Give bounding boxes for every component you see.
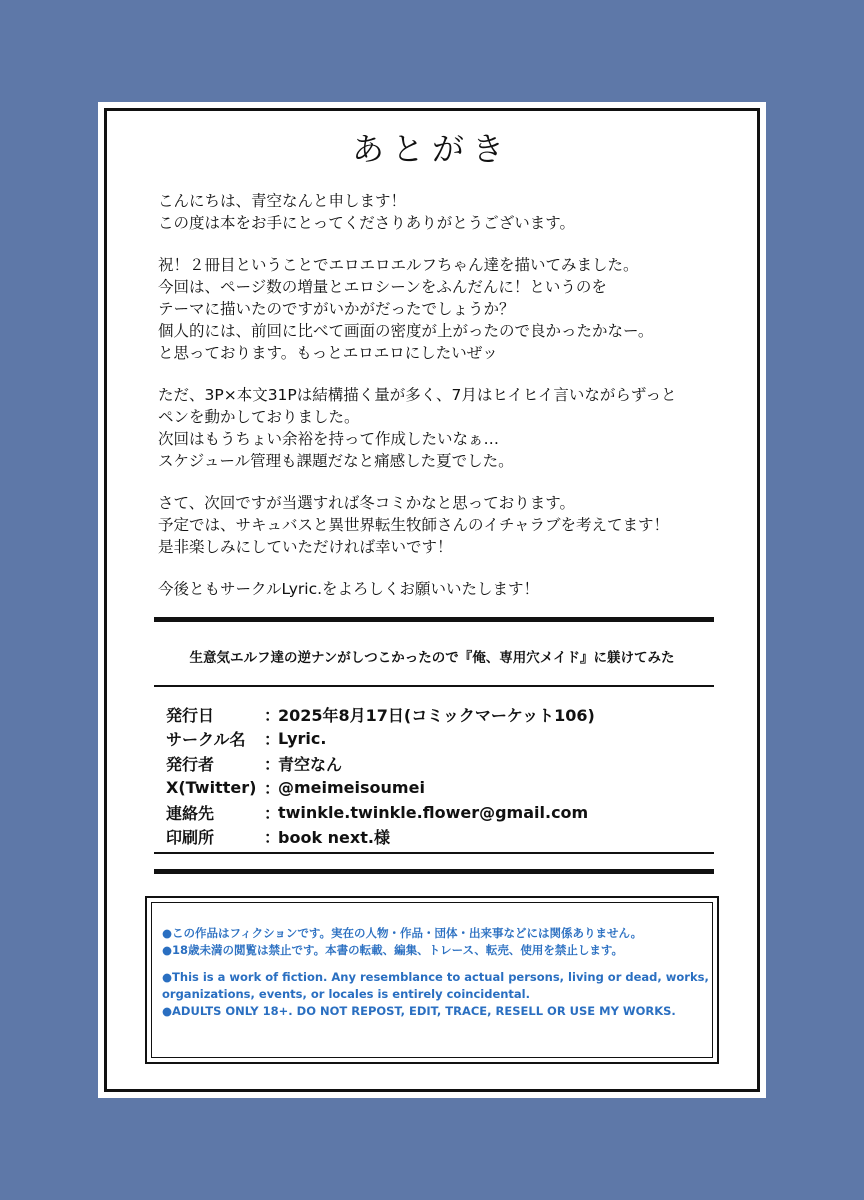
text-line: 今後ともサークルLyric.をよろしくお願いいたします！ <box>158 580 540 598</box>
paragraph-greeting <box>158 190 718 234</box>
paragraph-closing <box>158 578 718 600</box>
text-line: ペンを動かしておりました。 <box>158 408 360 426</box>
paragraph-celebration <box>158 254 718 364</box>
colophon-separator: ： <box>264 779 281 799</box>
text-line: と思っております。もっとエロエロにしたいぜッ <box>158 344 498 362</box>
colophon-label: 印刷所 <box>166 828 215 848</box>
notice-line: ●ADULTS ONLY 18+. DO NOT REPOST, EDIT, TRACE, RESELL OR USE MY WORKS. <box>162 1004 676 1018</box>
text-line: 予定では、サキュバスと異世界転生牧師さんのイチャラブを考えてます！ <box>158 516 670 534</box>
text-line: 是非楽しみにしていただければ幸いです！ <box>158 538 453 556</box>
colophon-separator: ： <box>264 828 281 848</box>
book-title: 生意気エルフ達の逆ナンがしつこかったので『俺、専用穴メイド』に躾けてみた <box>189 650 675 666</box>
colophon-row-date <box>166 702 686 727</box>
divider-thin <box>154 852 714 854</box>
colophon-row-contact <box>166 800 686 825</box>
colophon-value: twinkle.twinkle.flower@gmail.com <box>278 802 589 822</box>
notice-line: ●18歳未満の閲覧は禁止です。本書の転載、編集、トレース、転売、使用を禁止します。 <box>162 943 623 957</box>
colophon-value: 青空なん <box>278 754 343 774</box>
page-title: あとがき <box>351 130 512 168</box>
notice-inner <box>151 902 713 1058</box>
divider-thin <box>154 685 714 687</box>
colophon-label: 発行者 <box>166 754 215 774</box>
colophon-row-circle <box>166 727 686 752</box>
colophon-label: 連絡先 <box>166 803 215 823</box>
text-line: 個人的には、前回に比べて画面の密度が上がったので良かったかなー。 <box>158 322 654 340</box>
colophon-value: @meimeisoumei <box>278 778 425 798</box>
text-line: この度は本をお手にとってくださりありがとうございます。 <box>158 214 575 232</box>
colophon-row-printer <box>166 825 686 850</box>
notice-box <box>145 896 719 1064</box>
divider-thick <box>154 869 714 874</box>
paragraph-next-event <box>158 492 718 558</box>
text-line: 今回は、ページ数の増量とエロシーンをふんだんに！というのを <box>158 278 607 296</box>
colophon-value: 2025年8月17日(コミックマーケット106) <box>278 705 595 725</box>
afterword-page <box>98 102 766 1098</box>
notice-line: ●This is a work of fiction. Any resemblance to actual persons, living or dead, works, <box>162 970 709 984</box>
colophon-separator: ： <box>264 803 281 823</box>
notice-spacer <box>162 959 712 969</box>
divider-thick <box>154 617 714 622</box>
colophon-label: 発行日 <box>166 705 215 725</box>
colophon-value: book next.様 <box>278 828 390 848</box>
text-line: こんにちは、青空なんと申します！ <box>158 192 407 210</box>
colophon-value: Lyric. <box>278 729 327 749</box>
colophon-label: サークル名 <box>166 730 246 750</box>
colophon-separator: ： <box>264 754 281 774</box>
text-line: ただ、3P×本文31Pは結構描く量が多く、7月はヒイヒイ言いながらずっと <box>158 386 677 404</box>
text-line: 次回はもうちょい余裕を持って作成したいなぁ… <box>158 430 500 448</box>
text-line: 祝！２冊目ということでエロエロエルフちゃん達を描いてみました。 <box>158 256 639 274</box>
notice-line: ●この作品はフィクションです。実在の人物・作品・団体・出来事などには関係ありません。 <box>162 926 643 940</box>
colophon-separator: ： <box>264 705 281 725</box>
paragraph-production <box>158 384 718 472</box>
afterword-body <box>158 190 718 620</box>
text-line: テーマに描いたのですがいかがだったでしょうか？ <box>158 300 515 318</box>
notice-line: organizations, events, or locales is entirely coincidental. <box>162 987 530 1001</box>
colophon-label: X(Twitter) <box>166 778 257 798</box>
colophon-row-twitter <box>166 776 686 801</box>
colophon-row-publisher <box>166 751 686 776</box>
text-line: スケジュール管理も課題だなと痛感した夏でした。 <box>158 452 514 470</box>
text-line: さて、次回ですが当選すれば冬コミかなと思っております。 <box>158 494 575 512</box>
colophon <box>166 702 686 849</box>
colophon-separator: ： <box>264 730 281 750</box>
